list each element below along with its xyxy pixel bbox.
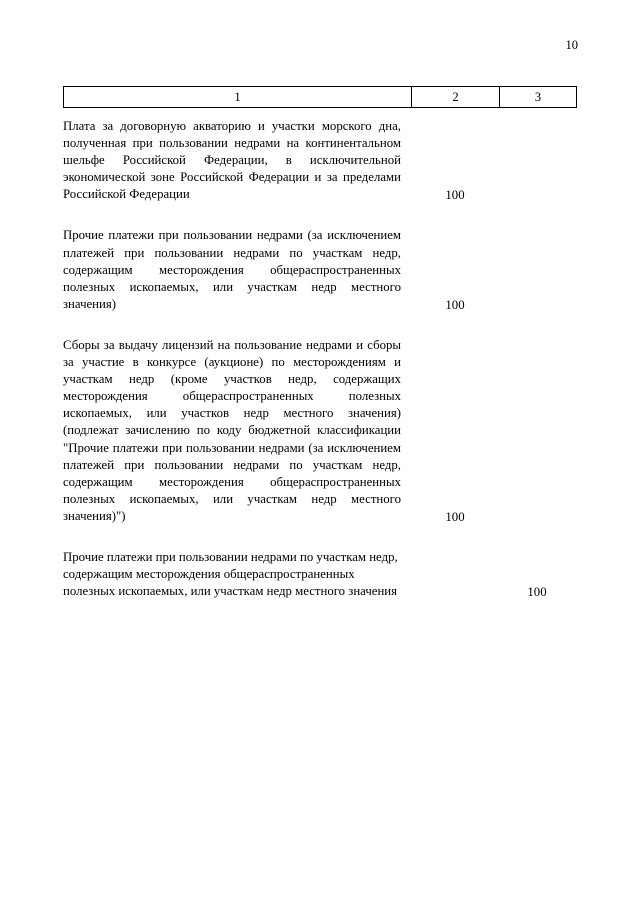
row-description: Прочие платежи при пользовании недрами по участкам недр, содержащим месторождения общераспространенных полезных ископаемых, или участкам недр местного значения	[63, 549, 398, 599]
row-description: Плата за договорную акваторию и участки морского дна, полученная при пользовании недрами на континентальном шельфе Российской Федерации, в исключительной экономической зоне Российской Федерации и за пределами Российской Федерации	[63, 119, 401, 202]
table-row	[63, 227, 577, 312]
table-body	[63, 118, 577, 620]
column-header-1: 1	[64, 87, 412, 107]
row-description: Прочие платежи при пользовании недрами (за исключением платежей при пользовании недрами по участкам недр, содержащим месторождения общераспространенных полезных ископаемых, или участкам недр местного значения)	[63, 228, 401, 311]
table-row	[63, 549, 577, 600]
row-description: Сборы за выдачу лицензий на пользование недрами и сборы за участие в конкурсе (аукционе) по месторождениям и участкам недр (кроме участков недр, содержащих месторождения общераспространенных полезных ископаемых, или участков недр местного значения) (подлежат зачислению по коду бюджетной классификации "Прочие платежи при пользовании недрами (за исключением платежей при пользовании недрами по участкам недр, содержащим месторождения общераспространенных полезных ископаемых, или участкам недр местного значения)")	[63, 337, 401, 523]
table-row	[63, 337, 577, 525]
row-value-col2: 100	[445, 297, 465, 312]
row-value-col3: 100	[527, 585, 547, 600]
table-row	[63, 118, 577, 203]
row-value-col2: 100	[445, 509, 465, 524]
column-header-2: 2	[412, 87, 500, 107]
page-number: 10	[565, 38, 578, 52]
table-column-header-row	[63, 86, 577, 108]
row-value-col2: 100	[445, 188, 465, 203]
column-header-3: 3	[534, 89, 542, 104]
